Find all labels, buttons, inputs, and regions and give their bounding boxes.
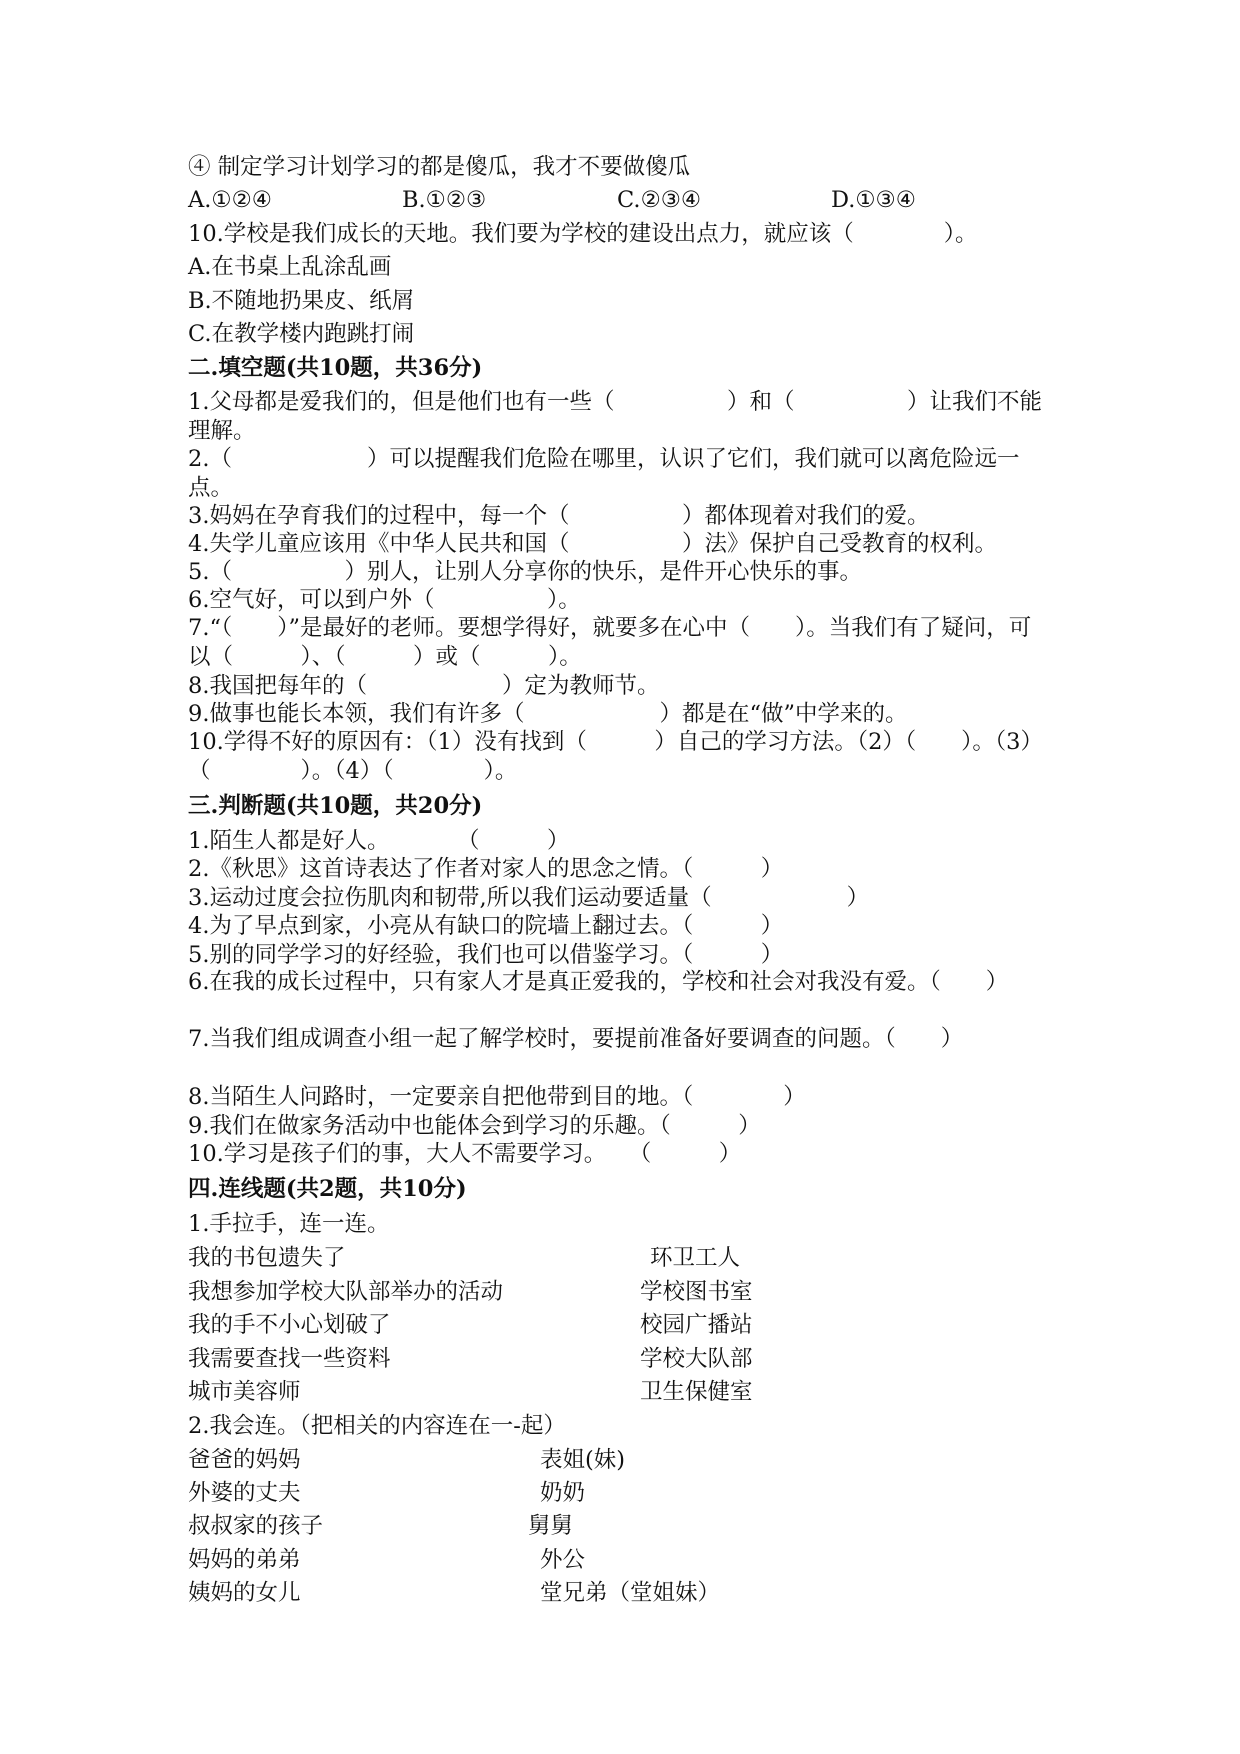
match-q1-left-2: 我想参加学校大队部举办的活动 bbox=[188, 1279, 504, 1305]
match-q1-right-3: 校园广播站 bbox=[640, 1312, 753, 1338]
match-q2-right-2: 奶奶 bbox=[540, 1480, 586, 1506]
match-q2-title: 2.我会连。（把相关的内容连在一-起） bbox=[188, 1413, 566, 1439]
fill-item-8: 8.我国把每年的（ ）定为教师节。 bbox=[188, 673, 660, 699]
fill-item-6: 6.空气好，可以到户外（ ）。 bbox=[188, 587, 581, 613]
judge-item-6: 6.在我的成长过程中，只有家人才是真正爱我的，学校和社会对我没有爱。（ ） bbox=[188, 969, 1009, 995]
fill-item-7: 7.“（ ）”是最好的老师。要想学得好，就要多在心中（ ）。当我们有了疑问，可以（ ）、（ ）或（ ）。 bbox=[188, 615, 1032, 670]
match-q2-left-2: 外婆的丈夫 bbox=[188, 1480, 301, 1506]
match-q1-right-4: 学校大队部 bbox=[640, 1346, 753, 1372]
q9-option-c: C.②③④ bbox=[617, 187, 702, 213]
q10-option-a: A.在书桌上乱涂乱画 bbox=[188, 254, 392, 280]
section4-heading: 四.连线题(共2题，共10分) bbox=[188, 1176, 467, 1202]
section3-heading: 三.判断题(共10题，共20分) bbox=[188, 793, 483, 819]
match-q1-left-4: 我需要查找一些资料 bbox=[188, 1346, 391, 1372]
match-q1-title: 1.手拉手，连一连。 bbox=[188, 1211, 390, 1237]
judge-item-1: 1.陌生人都是好人。 （ ） bbox=[188, 828, 570, 854]
fill-item-5: 5.（ ）别人，让别人分享你的快乐，是件开心快乐的事。 bbox=[188, 559, 862, 585]
judge-item-3: 3.运动过度会拉伤肌肉和韧带,所以我们运动要适量（ ） bbox=[188, 885, 870, 911]
match-q1-right-5: 卫生保健室 bbox=[640, 1379, 753, 1405]
fill-item-1: 1.父母都是爱我们的，但是他们也有一些（ ）和（ ）让我们不能理解。 bbox=[188, 389, 1042, 444]
judge-item-8: 8.当陌生人问路时，一定要亲自把他带到目的地。（ ） bbox=[188, 1084, 806, 1110]
match-q1-left-5: 城市美容师 bbox=[188, 1379, 301, 1405]
match-q2-left-3: 叔叔家的孩子 bbox=[188, 1513, 324, 1539]
q10-option-c: C.在教学楼内跑跳打闹 bbox=[188, 321, 415, 347]
match-q2-left-1: 爸爸的妈妈 bbox=[188, 1447, 301, 1473]
match-q2-left-5: 姨妈的女儿 bbox=[188, 1580, 301, 1606]
match-q1-left-3: 我的手不小心划破了 bbox=[188, 1312, 391, 1338]
q10-question: 10.学校是我们成长的天地。我们要为学校的建设出点力，就应该（ ）。 bbox=[188, 221, 978, 247]
section2-heading: 二.填空题(共10题，共36分) bbox=[188, 355, 483, 381]
judge-item-7: 7.当我们组成调查小组一起了解学校时，要提前准备好要调查的问题。（ ） bbox=[188, 1026, 964, 1052]
match-q1-right-2: 学校图书室 bbox=[640, 1279, 753, 1305]
q9-option-a: A.①②④ bbox=[188, 187, 272, 213]
q9-option-b: B.①②③ bbox=[402, 187, 487, 213]
judge-item-2: 2.《秋思》这首诗表达了作者对家人的思念之情。（ ） bbox=[188, 856, 784, 882]
q9-option-d: D.①③④ bbox=[831, 187, 916, 213]
match-q2-left-4: 妈妈的弟弟 bbox=[188, 1547, 301, 1573]
match-q2-right-4: 外公 bbox=[540, 1547, 586, 1573]
fill-item-10: 10.学得不好的原因有：（1）没有找到（ ）自己的学习方法。（2）（ ）。（3）（ ）。（4）（ ）。 bbox=[188, 729, 1043, 784]
match-q2-right-3: 舅舅 bbox=[528, 1513, 574, 1539]
q9-item4: ④ 制定学习计划学习的都是傻瓜，我才不要做傻瓜 bbox=[188, 154, 691, 180]
fill-item-3: 3.妈妈在孕育我们的过程中，每一个（ ）都体现着对我们的爱。 bbox=[188, 503, 930, 529]
judge-item-4: 4.为了早点到家，小亮从有缺口的院墙上翻过去。（ ） bbox=[188, 913, 784, 939]
q10-option-b: B.不随地扔果皮、纸屑 bbox=[188, 288, 415, 314]
fill-item-2: 2.（ ）可以提醒我们危险在哪里，认识了它们，我们就可以离危险远一点。 bbox=[188, 446, 1020, 501]
fill-item-4: 4.失学儿童应该用《中华人民共和国（ ）法》保护自己受教育的权利。 bbox=[188, 531, 997, 557]
match-q1-right-1: 环卫工人 bbox=[650, 1245, 741, 1271]
judge-item-9: 9.我们在做家务活动中也能体会到学习的乐趣。（ ） bbox=[188, 1113, 761, 1139]
judge-item-5: 5.别的同学学习的好经验，我们也可以借鉴学习。（ ） bbox=[188, 942, 784, 968]
match-q2-right-5: 堂兄弟（堂姐妹） bbox=[540, 1580, 721, 1606]
match-q2-right-1: 表姐(妹) bbox=[540, 1447, 626, 1473]
fill-item-9: 9.做事也能长本领，我们有许多（ ）都是在“做”中学来的。 bbox=[188, 701, 908, 727]
match-q1-left-1: 我的书包遗失了 bbox=[188, 1245, 346, 1271]
judge-item-10: 10.学习是孩子们的事，大人不需要学习。 （ ） bbox=[188, 1141, 742, 1167]
